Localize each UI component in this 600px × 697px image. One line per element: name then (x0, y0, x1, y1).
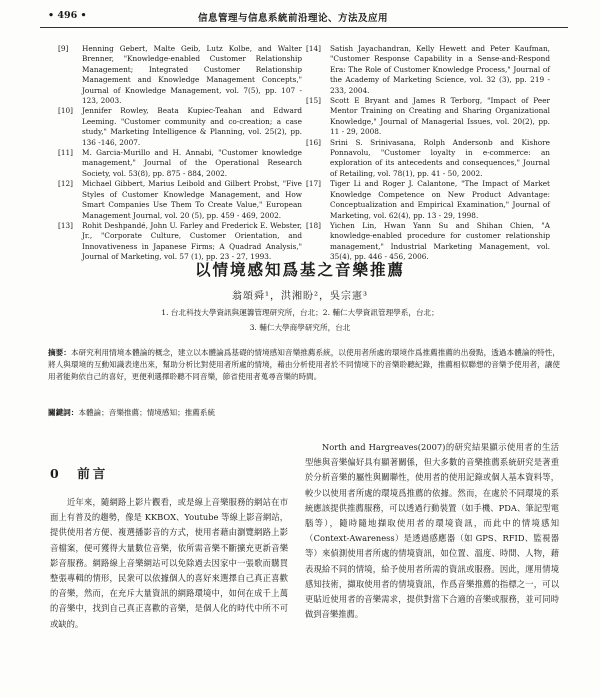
reference-number: [13] (58, 220, 73, 230)
reference-entry (58, 148, 302, 179)
affiliation-line-2: 3. 輔仁大學商學研究所，台北 (249, 323, 351, 332)
body-text-left: 近年來，隨網路上影片觀看，或是線上音樂服務的網站在市面上有普及的趨勢，像是 KKBOX、Youtube 等線上影音網站，提供使用者方便、複選播影音的方式，使用者藉由瀏覽網路上影音檔案，便可獲得大量數位音樂，依所需音樂不斷擴充更新音樂影音服務。網路線上音樂網站可以免除過去因家中一張歌而購買整張專輯的情形，民衆可以依據個人的喜好來選擇自己真正喜歡的音樂，然而，在充斥大量資訊的網路環境中，如何在成千上萬的音樂中，找到自己真正喜歡的音樂，是個人化的時代中所不可或缺的。 (50, 497, 288, 629)
references-left-column (58, 44, 302, 263)
reference-number: [9] (58, 44, 69, 53)
reference-text: Scott E Bryant and James R Terborg, "Impact of Peer Mentor Training on Creating and Sharing Organizational Knowledge," Journal of Managerial Issues, vol. 20(2), pp. 11 - 29, 2008. (330, 96, 550, 137)
reference-text: Srini S. Srinivasana, Rolph Andersonb and Kishore Ponnavolu, "Customer loyalty in e-commerce: an exploration of its antecedents and consequences," Journal of Retailing, vol. 78(1), pp. 41 - 50, 2002. (330, 137, 550, 178)
abstract (48, 347, 560, 384)
body-text-right: North and Hargreaves(2007)的研究結果顯示使用者的生活型態與音樂偏好具有顯著關係，但大多數的音樂推薦系統研究是著重於分析音樂的屬性與關聯性，使用者的使用記錄或個人基本資料等，較少以使用者所處的環境爲推薦的依據。然而，在處於不同環境的系統應該提供推薦服務，可以透過行動裝置（如手機、PDA、筆記型電腦等），隨時隨地擷取使用者的環境資訊，而此中的情境感知（Context-Awareness）是透過感應器（如 GPS、RFID、監視器等）來偵測使用者所處的情境資訊，如位置、溫度、時間、人物，藉表現給不同的情境，給予使用者所需的資訊或服務。因此，運用情境感知技術，擷取使用者的情境資訊，作爲音樂推薦的指標之一，可以更貼近使用者的音樂需求，提供對當下合適的音樂或服務，並可同時做到音樂推薦。 (305, 442, 559, 620)
reference-number: [16] (306, 137, 321, 147)
page-number: • 496 • (48, 10, 87, 21)
reference-text: Rohit Deshpandé, John U. Farley and Frederick E. Webster, Jr., "Corporate Culture, Customer Orientation, and Innovativeness in Japanese Firms; A Quadrad Analysis," Journal of Marketing, vol. 57 (1), pp. 23 - 27, 1993. (82, 220, 302, 262)
paper-title: 以情境感知爲基之音樂推薦 (194, 260, 405, 279)
reference-text: Satish Jayachandran, Kelly Hewett and Peter Kaufman, "Customer Response Capability in a Sense-and-Respond Era: The Role of Customer Knowledge Process," Journal of the Academy of Marketing Science, vol. 32 (3), pp. 219 - 233, 2004. (330, 44, 550, 95)
reference-number: [18] (306, 220, 321, 230)
keywords-text: 本體論；音樂推薦；情境感知；推薦系統 (78, 408, 216, 417)
reference-entry (306, 179, 550, 221)
header-rule (40, 27, 568, 28)
reference-entry (306, 138, 550, 180)
keywords-label: 關鍵詞： (48, 408, 79, 417)
reference-text: Henning Gebert, Malte Geib, Lutz Kolbe, and Walter Brenner, "Knowledge-enabled Customer Relationship Management; Integrated Customer Relationship Management and Knowledge Management Concepts," Journal of Knowledge Management, vol. 7(5), pp. 107 - 123, 2003. (82, 44, 302, 106)
reference-text: Michael Gibbert, Marius Leibold and Gilbert Probst, "Five Styles of Customer Knowledge Management, and How Smart Companies Use Them To Create Value," European Management Journal, vol. 20 (5), pp. 459 - 469, 2002. (82, 179, 302, 220)
reference-entry (58, 221, 302, 263)
reference-number: [12] (58, 179, 73, 189)
reference-entry (58, 179, 302, 221)
affiliation-line-1: 1. 台北科技大學資訊與運籌管理研究所，台北；2. 輔仁大學資訊管理學系，台北； (161, 308, 439, 317)
reference-number: [15] (306, 96, 321, 106)
journal-title: 信息管理与信息系統前沿理论、方法及应用 (198, 13, 389, 24)
reference-number: [17] (306, 179, 321, 189)
section-heading: 0 前言 (50, 466, 109, 481)
reference-number: [14] (306, 44, 321, 53)
abstract-text: 本研究利用情境本體論的概念，建立以本體論爲基礎的情境感知音樂推薦系統，以使用者所處的環境作爲推薦推薦的出發點，透過本體論的特性，將人與環境的互動知識表達出來，幫助分析比對使用者所處的情境，藉由分析使用者於不同情境下的音樂聆聽紀錄，推薦相似聯想的音樂予使用者，讓使用者能夠依自己的喜好，更便利選擇聆聽不同音樂，節省使用者蒐尋音樂的時間。 (48, 348, 561, 382)
reference-entry (58, 44, 302, 106)
reference-number: [10] (58, 106, 73, 116)
reference-text: Yichen Lin, Hwan Yann Su and Shihan Chien, "A knowledge-enabled procedure for customer relationship management," Industrial Marketing Management, vol. 35(4), pp. 446 - 456, 2006. (330, 220, 550, 262)
reference-number: [11] (58, 148, 73, 158)
abstract-label: 摘要： (48, 348, 71, 357)
reference-text: M. Garcia-Murillo and H. Annabi, "Customer knowledge management," Journal of the Operational Research Society, vol. 53(8), pp. 875 - 884, 2002. (82, 148, 302, 178)
reference-text: Jennifer Rowley, Beata Kupiec-Teahan and Edward Leeming. "Customer community and co-creation; a case study," Marketing Intelligence & Planning, vol. 25(2), pp. 136 -146, 2007. (82, 106, 302, 147)
reference-entry (306, 221, 550, 263)
references-right-column (306, 44, 550, 263)
reference-text: Tiger Li and Roger J. Calantone, "The Impact of Market Knowledge Competence on New Product Advantage: Conceptualization and Empirical Examination," Journal of Marketing, vol. 62(4), pp. 13 - 29, 1998. (330, 179, 550, 220)
reference-entry (58, 106, 302, 148)
keywords (48, 407, 560, 419)
reference-entry (306, 44, 550, 96)
reference-entry (306, 96, 550, 138)
running-header (38, 8, 568, 24)
paper-authors: 翁頌舜¹，洪湘盼²，吳宗憲³ (231, 291, 369, 302)
